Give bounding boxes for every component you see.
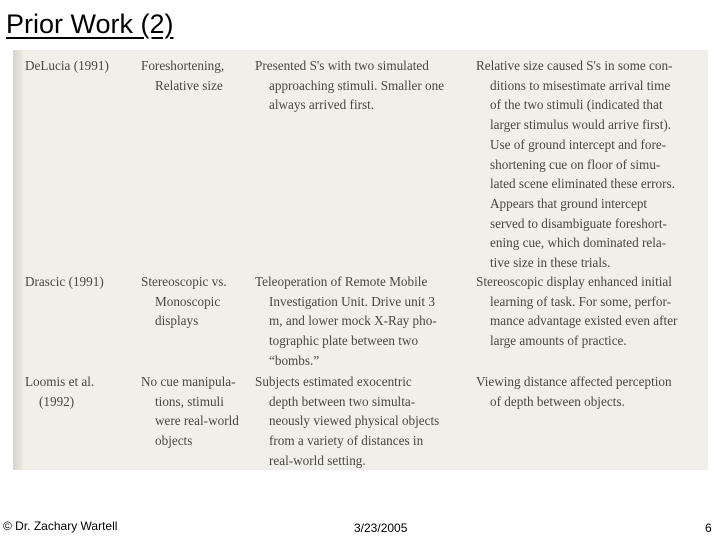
cell-line: displays: [155, 313, 199, 329]
cell-line: were real-world: [155, 413, 239, 429]
variables-cell: [141, 372, 239, 451]
task-cell: [255, 372, 439, 470]
variables-cell: [141, 56, 224, 95]
footer-copyright: © Dr. Zachary Wartell: [3, 519, 118, 533]
cell-line: Relative size caused S's in some con-: [476, 58, 673, 73]
variables-cell: [141, 272, 227, 331]
cell-line: Stereoscopic display enhanced initial: [476, 274, 672, 289]
cell-line: tographic plate between two: [269, 333, 419, 349]
cell-line: Foreshortening,: [141, 58, 225, 73]
result-cell: [476, 272, 677, 351]
cell-line: of depth between objects.: [490, 393, 625, 409]
author-cell: [25, 372, 94, 411]
cell-line: Use of ground intercept and fore-: [490, 136, 667, 152]
footer-page-number: 6: [705, 521, 712, 535]
cell-line: Viewing distance affected perception: [476, 374, 672, 389]
cell-line: (1992): [39, 393, 75, 409]
cell-line: Relative size: [155, 77, 223, 93]
cell-line: DeLucia (1991): [25, 58, 109, 73]
cell-line: No cue manipula-: [141, 374, 236, 389]
result-cell: [476, 56, 675, 273]
cell-line: neously viewed physical objects: [269, 413, 440, 429]
cell-line: objects: [155, 433, 193, 449]
author-cell: [25, 272, 104, 292]
cell-line: Drascic (1991): [25, 274, 104, 289]
cell-line: Teleoperation of Remote Mobile: [255, 274, 428, 289]
footer-date: 3/23/2005: [354, 521, 408, 535]
cell-line: ditions to misestimate arrival time: [490, 77, 671, 93]
cell-line: Presented S's with two simulated: [255, 58, 429, 73]
cell-line: Stereoscopic vs.: [141, 274, 227, 289]
cell-line: Investigation Unit. Drive unit 3: [269, 293, 435, 309]
task-cell: [255, 272, 437, 371]
cell-line: mance advantage existed even after: [490, 313, 678, 329]
cell-line: large amounts of practice.: [490, 333, 627, 349]
cell-line: “bombs.”: [269, 352, 320, 368]
result-cell: [476, 372, 672, 411]
cell-line: Appears that ground intercept: [490, 195, 648, 211]
task-cell: [255, 56, 444, 115]
cell-line: lated scene eliminated these errors.: [490, 176, 675, 192]
cell-line: real-world setting.: [269, 452, 366, 468]
cell-line: Subjects estimated exocentric: [255, 374, 412, 389]
cell-line: tions, stimuli: [155, 393, 224, 409]
slide-title: Prior Work (2): [6, 9, 174, 39]
cell-line: larger stimulus would arrive first).: [490, 117, 672, 133]
cell-line: depth between two simulta-: [269, 393, 416, 409]
author-cell: [25, 56, 109, 76]
cell-line: from a variety of distances in: [269, 433, 424, 449]
cell-line: tive size in these trials.: [490, 255, 611, 271]
scanned-table: [13, 50, 708, 470]
cell-line: served to disambiguate foreshort-: [490, 215, 667, 231]
cell-line: ening cue, which dominated rela-: [490, 235, 667, 251]
cell-line: of the two stimuli (indicated that: [490, 97, 663, 113]
cell-line: learning of task. For some, perfor-: [490, 293, 672, 309]
cell-line: m, and lower mock X-Ray pho-: [269, 313, 437, 329]
cell-line: shortening cue on floor of simu-: [490, 156, 661, 172]
cell-line: always arrived first.: [269, 97, 375, 113]
cell-line: Monoscopic: [155, 293, 221, 309]
cell-line: approaching stimuli. Smaller one: [269, 77, 445, 93]
cell-line: Loomis et al.: [25, 374, 95, 389]
